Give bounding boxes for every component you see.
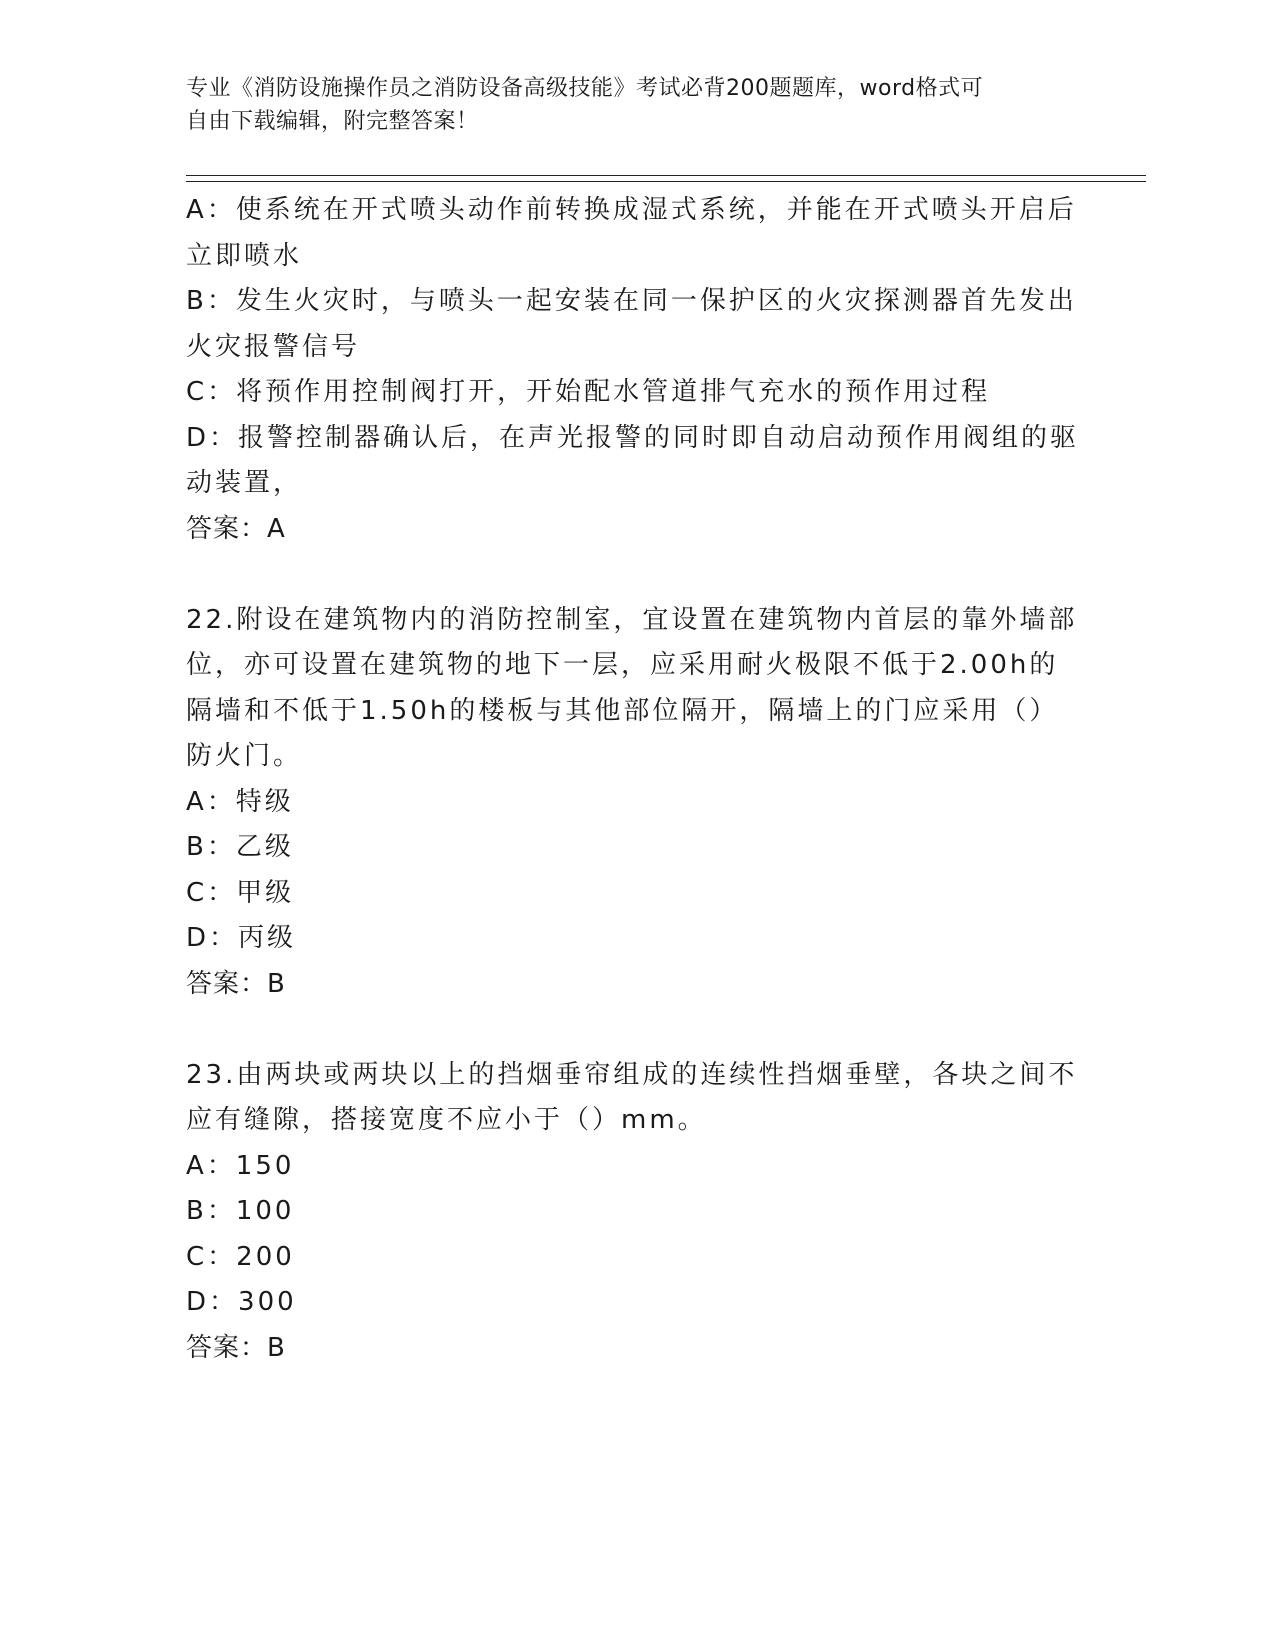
stem-line: 应有缝隙，搭接宽度不应小于（）mm。 (186, 1105, 707, 1135)
stem-line: 23.由两块或两块以上的挡烟垂帘组成的连续性挡烟垂壁，各块之间不 (186, 1059, 1078, 1090)
option-d (186, 416, 1080, 507)
header-divider-bottom (186, 181, 1146, 182)
answer-line: 答案：A (186, 513, 286, 544)
option-a (186, 188, 1077, 279)
stem-line: 位，亦可设置在建筑物的地下一层，应采用耐火极限不低于2.00h的 (186, 650, 1059, 680)
spacer (186, 552, 1066, 598)
option-line: C：将预作用控制阀打开，开始配水管道排气充水的预作用过程 (186, 377, 991, 407)
option-b: B：乙级 (186, 832, 294, 862)
header-line: 自由下载编辑，附完整答案！ (186, 109, 479, 134)
question-22 (186, 598, 1078, 1008)
option-c: C：200 (186, 1241, 295, 1272)
question-stem (186, 1053, 1078, 1144)
document-header (186, 72, 1066, 138)
spacer (186, 1007, 1066, 1053)
answer-line: 答案：B (186, 1332, 286, 1363)
stem-line: 22.附设在建筑物内的消防控制室，宜设置在建筑物内首层的靠外墙部 (186, 604, 1078, 635)
question-21 (186, 188, 1080, 552)
stem-line: 防火门。 (186, 741, 303, 771)
option-c: C：甲级 (186, 877, 295, 908)
option-d: D：丙级 (186, 923, 297, 953)
option-line: 火灾报警信号 (186, 331, 361, 362)
option-b: B：100 (186, 1196, 295, 1226)
question-23 (186, 1053, 1078, 1372)
stem-line: 隔墙和不低于1.50h的楼板与其他部位隔开，隔墙上的门应采用（） (186, 695, 1059, 726)
option-line: B：发生火灾时，与喷头一起安装在同一保护区的火灾探测器首先发出 (186, 286, 1077, 316)
option-a: A：特级 (186, 786, 294, 817)
option-d: D：300 (186, 1287, 297, 1317)
header-line: 专业《消防设施操作员之消防设备高级技能》考试必背200题题库，word格式可 (186, 76, 984, 101)
option-b (186, 279, 1077, 370)
option-a: A：150 (186, 1150, 295, 1181)
question-content (186, 188, 1080, 1371)
option-line: D：报警控制器确认后，在声光报警的同时即自动启动预作用阀组的驱 (186, 422, 1080, 453)
option-line: A：使系统在开式喷头动作前转换成湿式系统，并能在开式喷头开启后 (186, 195, 1077, 225)
option-line: 立即喷水 (186, 240, 303, 271)
question-stem (186, 598, 1078, 780)
option-line: 动装置， (186, 468, 303, 498)
answer-line: 答案：B (186, 968, 286, 999)
option-c (186, 370, 1066, 416)
header-divider-top (186, 175, 1146, 176)
